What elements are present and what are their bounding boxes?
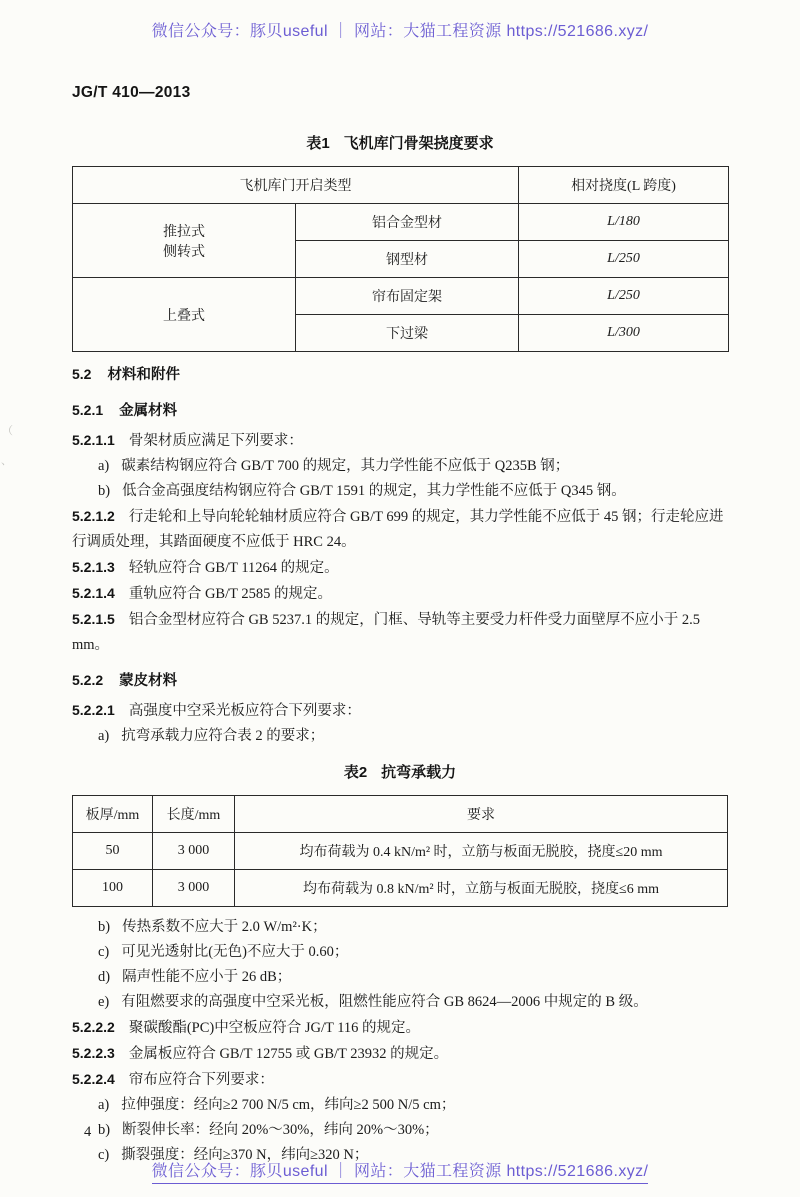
watermark-top bbox=[0, 18, 800, 41]
table2-header-row bbox=[73, 796, 728, 833]
table2-header-thickness: 板厚/mm bbox=[73, 796, 153, 833]
requirement-cell: 均布荷载为 0.4 kN/m² 时，立筋与板面无脱胶，挠度≤20 mm bbox=[235, 833, 728, 870]
item-letter: c) bbox=[98, 944, 110, 960]
page-content bbox=[72, 132, 728, 1168]
clause-text: 聚碳酸酯(PC)中空板应符合 JG/T 116 的规定。 bbox=[128, 1020, 421, 1036]
clause-text: 铝合金型材应符合 GB 5237.1 的规定，门框、导轨等主要受力杆件受力面壁厚不应小于 2.5 mm。 bbox=[72, 612, 700, 653]
table2 bbox=[72, 795, 728, 907]
clause-text: 行走轮和上导向轮轮轴材质应符合 GB/T 699 的规定，其力学性能不应低于 45 钢；行走轮应进行调质处理，其踏面硬度不应低于 HRC 24。 bbox=[72, 509, 724, 550]
thickness-cell: 50 bbox=[73, 833, 153, 870]
item-letter: a) bbox=[98, 1097, 110, 1113]
list-item-b bbox=[72, 1118, 728, 1143]
category-line: 侧转式 bbox=[163, 244, 205, 260]
clause-number: 5.2.1.5 bbox=[72, 611, 115, 627]
clause-5-2-2-2 bbox=[72, 1015, 728, 1041]
clause-text: 金属板应符合 GB/T 12755 或 GB/T 23932 的规定。 bbox=[128, 1046, 449, 1062]
clause-text: 骨架材质应满足下列要求： bbox=[128, 433, 303, 449]
item-text: 有阻燃要求的高强度中空采光板，阻燃性能应符合 GB 8624—2006 中规定的 B 级。 bbox=[121, 994, 648, 1010]
member-cell: 下过梁 bbox=[296, 315, 519, 352]
clause-number: 5.2.1.4 bbox=[72, 585, 115, 601]
clause-text: 金属材料 bbox=[119, 403, 178, 419]
list-item-a bbox=[72, 1093, 728, 1118]
clause-5-2-1-3 bbox=[72, 555, 728, 581]
table-row bbox=[73, 870, 728, 907]
table-row bbox=[73, 833, 728, 870]
table2-label: 表2 bbox=[343, 764, 368, 781]
item-letter: a) bbox=[98, 458, 110, 474]
deflection-cell: L/180 bbox=[519, 204, 729, 241]
length-cell: 3 000 bbox=[153, 833, 235, 870]
scan-artifact: （ bbox=[2, 425, 13, 437]
member-cell: 帘布固定架 bbox=[296, 278, 519, 315]
table-row bbox=[73, 204, 729, 241]
table2-title: 抗弯承载力 bbox=[381, 764, 457, 781]
clause-number: 5.2 bbox=[72, 366, 92, 382]
item-text: 碳素结构钢应符合 GB/T 700 的规定，其力学性能不应低于 Q235B 钢； bbox=[121, 458, 570, 474]
clause-5-2-1-4 bbox=[72, 581, 728, 607]
table2-header-requirement: 要求 bbox=[235, 796, 728, 833]
deflection-cell: L/250 bbox=[519, 278, 729, 315]
watermark-bottom bbox=[0, 1158, 800, 1181]
clause-5-2-2-3 bbox=[72, 1041, 728, 1067]
scan-artifact: 、 bbox=[1, 455, 12, 467]
table-row bbox=[73, 278, 729, 315]
list-item-c bbox=[72, 940, 728, 965]
category-line: 推拉式 bbox=[163, 224, 205, 240]
clause-text: 轻轨应符合 GB/T 11264 的规定。 bbox=[128, 560, 339, 576]
clause-5-2-2 bbox=[72, 668, 728, 694]
standard-number: JG/T 410—2013 bbox=[72, 84, 191, 101]
table2-header-length: 长度/mm bbox=[153, 796, 235, 833]
clause-text: 蒙皮材料 bbox=[119, 673, 178, 689]
page-number: 4 bbox=[84, 1124, 92, 1140]
item-text: 断裂伸长率：经向 20%～30%，纬向 20%～30%； bbox=[122, 1122, 439, 1138]
clause-number: 5.2.1.2 bbox=[72, 508, 115, 524]
list-item-a bbox=[72, 454, 728, 479]
clause-5-2-1-1 bbox=[72, 428, 728, 454]
clause-5-2-1-2 bbox=[72, 504, 728, 555]
clause-number: 5.2.2 bbox=[72, 672, 104, 688]
clause-text: 重轨应符合 GB/T 2585 的规定。 bbox=[128, 586, 332, 602]
item-text: 抗弯承载力应符合表 2 的要求； bbox=[121, 728, 325, 744]
table1-title: 飞机库门骨架挠度要求 bbox=[343, 135, 494, 152]
clause-text: 高强度中空采光板应符合下列要求： bbox=[128, 703, 361, 719]
table2-caption bbox=[72, 761, 728, 782]
clause-5-2-2-1 bbox=[72, 698, 728, 724]
item-letter: a) bbox=[98, 728, 110, 744]
deflection-cell: L/250 bbox=[519, 241, 729, 278]
item-text: 拉伸强度：经向≥2 700 N/5 cm，纬向≥2 500 N/5 cm； bbox=[121, 1097, 456, 1113]
clause-text: 材料和附件 bbox=[107, 367, 180, 383]
watermark-bottom-text: 微信公众号：豚贝useful ｜ 网站：大猫工程资源 https://521686.xyz/ bbox=[152, 1163, 649, 1184]
deflection-cell: L/300 bbox=[519, 315, 729, 352]
table1-category-fold-up: 上叠式 bbox=[73, 278, 296, 352]
clause-5-2-1-5 bbox=[72, 607, 728, 658]
clause-number: 5.2.1.3 bbox=[72, 559, 115, 575]
item-letter: d) bbox=[98, 969, 111, 985]
clause-number: 5.2.2.1 bbox=[72, 702, 115, 718]
list-item-a bbox=[72, 724, 728, 749]
table1-caption bbox=[72, 132, 728, 153]
clause-5-2 bbox=[72, 362, 728, 388]
clause-number: 5.2.2.3 bbox=[72, 1045, 115, 1061]
clause-number: 5.2.1 bbox=[72, 402, 104, 418]
item-text: 撕裂强度：经向≥370 N，纬向≥320 N； bbox=[121, 1147, 369, 1163]
member-cell: 铝合金型材 bbox=[296, 204, 519, 241]
item-letter: e) bbox=[98, 994, 110, 1010]
clause-number: 5.2.1.1 bbox=[72, 432, 115, 448]
item-letter: b) bbox=[98, 919, 111, 935]
item-text: 传热系数不应大于 2.0 W/m²·K； bbox=[122, 919, 327, 935]
clause-text: 帘布应符合下列要求： bbox=[128, 1072, 274, 1088]
item-letter: b) bbox=[98, 1122, 111, 1138]
list-item-b bbox=[72, 479, 728, 504]
item-letter: b) bbox=[98, 483, 111, 499]
clause-number: 5.2.2.2 bbox=[72, 1019, 115, 1035]
member-cell: 钢型材 bbox=[296, 241, 519, 278]
table1-category-slide-swing bbox=[73, 204, 296, 278]
thickness-cell: 100 bbox=[73, 870, 153, 907]
list-item-d bbox=[72, 965, 728, 990]
item-text: 隔声性能不应小于 26 dB； bbox=[122, 969, 292, 985]
item-text: 低合金高强度结构钢应符合 GB/T 1591 的规定，其力学性能不应低于 Q345 钢。 bbox=[122, 483, 626, 499]
list-item-b bbox=[72, 915, 728, 940]
table1-header-type: 飞机库门开启类型 bbox=[73, 167, 519, 204]
item-text: 可见光透射比(无色)不应大于 0.60； bbox=[121, 944, 349, 960]
item-letter: c) bbox=[98, 1147, 110, 1163]
table1 bbox=[72, 166, 729, 352]
length-cell: 3 000 bbox=[153, 870, 235, 907]
clause-5-2-2-4 bbox=[72, 1067, 728, 1093]
table1-header-deflection: 相对挠度(L 跨度) bbox=[519, 167, 729, 204]
post-table-content bbox=[72, 915, 728, 1168]
list-item-e bbox=[72, 990, 728, 1015]
clause-5-2-1 bbox=[72, 398, 728, 424]
watermark-top-text: 微信公众号：豚贝useful ｜ 网站：大猫工程资源 https://521686.xyz/ bbox=[151, 23, 649, 40]
table1-label: 表1 bbox=[306, 135, 330, 152]
table1-header-row bbox=[73, 167, 729, 204]
clause-number: 5.2.2.4 bbox=[72, 1071, 115, 1087]
requirement-cell: 均布荷载为 0.8 kN/m² 时，立筋与板面无脱胶，挠度≤6 mm bbox=[235, 870, 728, 907]
